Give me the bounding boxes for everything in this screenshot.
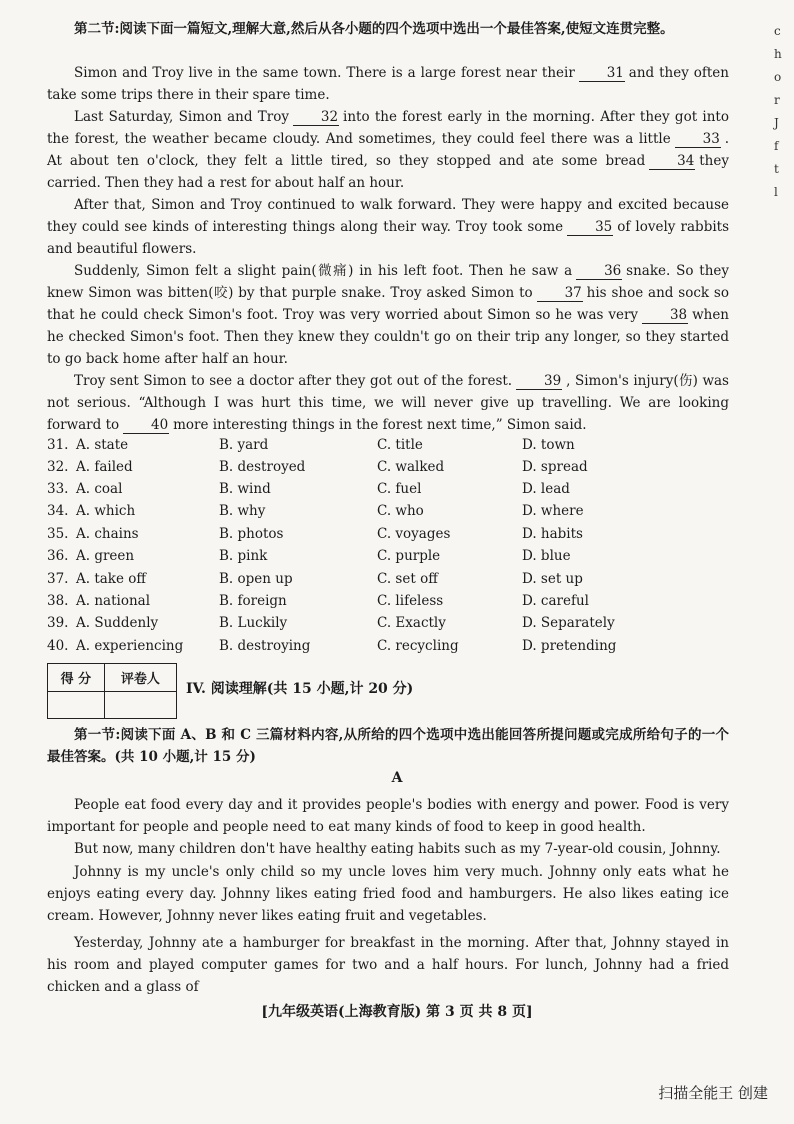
question-number: 35.	[47, 526, 69, 542]
section4-title: IV. 阅读理解(共 15 小题,计 20 分)	[186, 681, 414, 697]
option-a: A. experiencing	[76, 638, 184, 654]
score-table	[47, 663, 177, 719]
option-c: C. fuel	[377, 481, 422, 497]
page-footer: [九年级英语(上海教育版) 第 3 页 共 8 页]	[261, 1004, 533, 1020]
option-b: B. yard	[219, 437, 269, 453]
question-number: 36.	[47, 548, 69, 564]
option-b: B. photos	[219, 526, 284, 542]
question-number: 34.	[47, 503, 69, 519]
option-a: A. national	[76, 593, 151, 609]
passage-paragraph-4: Yesterday, Johnny ate a hamburger for breakfast in the morning. After that, Johnny stayed in his room and played computer games for two and a half hours. For lunch, Johnny had a fried chicken and a glass of	[47, 935, 729, 995]
blank-31: 31	[579, 65, 625, 82]
option-c: C. recycling	[377, 638, 459, 654]
blank-35: 35	[567, 219, 613, 236]
option-c: C. walked	[377, 459, 445, 475]
cloze-paragraph-5: Troy sent Simon to see a doctor after they got out of the forest. 39 , Simon's injury(伤) was not serious. “Although I was hurt this time, we will never give up travelling. We are looking forward to 40 more interesting things in the forest next time,” Simon said.	[47, 373, 729, 433]
option-a: A. chains	[76, 526, 139, 542]
grader-label: 评卷人	[104, 664, 176, 692]
option-b: B. wind	[219, 481, 271, 497]
question-number: 33.	[47, 481, 69, 497]
blank-32: 32	[293, 109, 339, 126]
score-label: 得 分	[48, 664, 105, 692]
passage-paragraph-3: Johnny is my uncle's only child so my uncle loves him very much. Johnny only eats what he enjoys eating every day. Johnny likes eating fried food and hamburgers. He also likes eating ice cream. However, Johnny never likes eating fruit and vegetables.	[47, 864, 729, 924]
option-c: C. Exactly	[377, 615, 446, 631]
blank-37: 37	[537, 285, 583, 302]
grader-cell	[104, 691, 176, 719]
option-c: C. set off	[377, 571, 438, 587]
option-d: D. where	[522, 503, 584, 519]
option-b: B. pink	[219, 548, 268, 564]
blank-39: 39	[516, 373, 562, 390]
option-c: C. title	[377, 437, 423, 453]
passage-paragraph-2: But now, many children don't have healthy eating habits such as my 7-year-old cousin, Johnny.	[74, 841, 721, 857]
question-number: 38.	[47, 593, 69, 609]
option-b: B. destroyed	[219, 459, 306, 475]
passage-label: A	[391, 770, 403, 786]
question-number: 37.	[47, 571, 69, 587]
option-c: C. lifeless	[377, 593, 444, 609]
blank-36: 36	[576, 263, 622, 280]
option-d: D. blue	[522, 548, 571, 564]
cloze-paragraph-4: Suddenly, Simon felt a slight pain(微痛) in his left foot. Then he saw a 36 snake. So they knew Simon was bitten(咬) by that purple snake. Troy asked Simon to 37 his shoe and sock so that he could check Simon's foot. Troy was very worried about Simon so he was very 38 when he checked Simon's foot. Then they knew they couldn't go on their trip any longer, so they started to go back home after half an hour.	[47, 263, 730, 367]
option-b: B. Luckily	[219, 615, 288, 631]
option-d: D. set up	[522, 571, 583, 587]
option-a: A. coal	[76, 481, 123, 497]
blank-40: 40	[123, 417, 169, 434]
option-d: D. pretending	[522, 638, 617, 654]
blank-38: 38	[642, 307, 688, 324]
option-a: A. failed	[76, 459, 133, 475]
section4-instruction: 第一节:阅读下面 A、B 和 C 三篇材料内容,从所给的四个选项中选出能回答所提问题或完成所给句子的一个最佳答案。(共 10 小题,计 15 分)	[47, 727, 729, 765]
option-b: B. why	[219, 503, 266, 519]
option-c: C. voyages	[377, 526, 451, 542]
blank-33: 33	[675, 131, 721, 148]
option-d: D. town	[522, 437, 575, 453]
option-d: D. lead	[522, 481, 570, 497]
option-d: D. careful	[522, 593, 589, 609]
section2-instruction: 第二节:阅读下面一篇短文,理解大意,然后从各小题的四个选项中选出一个最佳答案,使短文连贯完整。	[74, 21, 674, 37]
score-cell	[48, 691, 105, 719]
option-a: A. take off	[76, 571, 146, 587]
option-d: D. spread	[522, 459, 588, 475]
cloze-paragraph-2: Last Saturday, Simon and Troy 32 into the forest early in the morning. After they got into the forest, the weather became cloudy. And sometimes, they could feel there was a little 33 . At about ten o'clock, they felt a little tired, so they stopped and ate some bread 34 they carried. Then they had a rest for about half an hour.	[47, 109, 729, 191]
option-d: D. habits	[522, 526, 583, 542]
option-a: A. which	[76, 503, 136, 519]
question-number: 32.	[47, 459, 69, 475]
option-d: D. Separately	[522, 615, 615, 631]
option-c: C. purple	[377, 548, 441, 564]
option-b: B. destroying	[219, 638, 311, 654]
adjacent-page-edge: c h o r J f t l	[774, 24, 782, 199]
question-number: 31.	[47, 437, 69, 453]
cloze-paragraph-1: Simon and Troy live in the same town. There is a large forest near their 31 and they often take some trips there in their spare time.	[47, 65, 729, 103]
cloze-paragraph-3: After that, Simon and Troy continued to walk forward. They were happy and excited because they could see kinds of interesting things along their way. Troy took some 35 of lovely rabbits and beautiful flowers.	[47, 197, 730, 257]
passage-paragraph-1: People eat food every day and it provides people's bodies with energy and power. Food is very important for people and people need to eat many kinds of food to keep in good health.	[47, 797, 729, 835]
scanner-watermark: 扫描全能王 创建	[658, 1084, 768, 1102]
question-number: 39.	[47, 615, 69, 631]
question-number: 40.	[47, 638, 69, 654]
option-a: A. green	[76, 548, 135, 564]
option-b: B. foreign	[219, 593, 287, 609]
blank-34: 34	[649, 153, 695, 170]
option-b: B. open up	[219, 571, 293, 587]
option-a: A. state	[76, 437, 129, 453]
option-a: A. Suddenly	[76, 615, 159, 631]
option-c: C. who	[377, 503, 424, 519]
